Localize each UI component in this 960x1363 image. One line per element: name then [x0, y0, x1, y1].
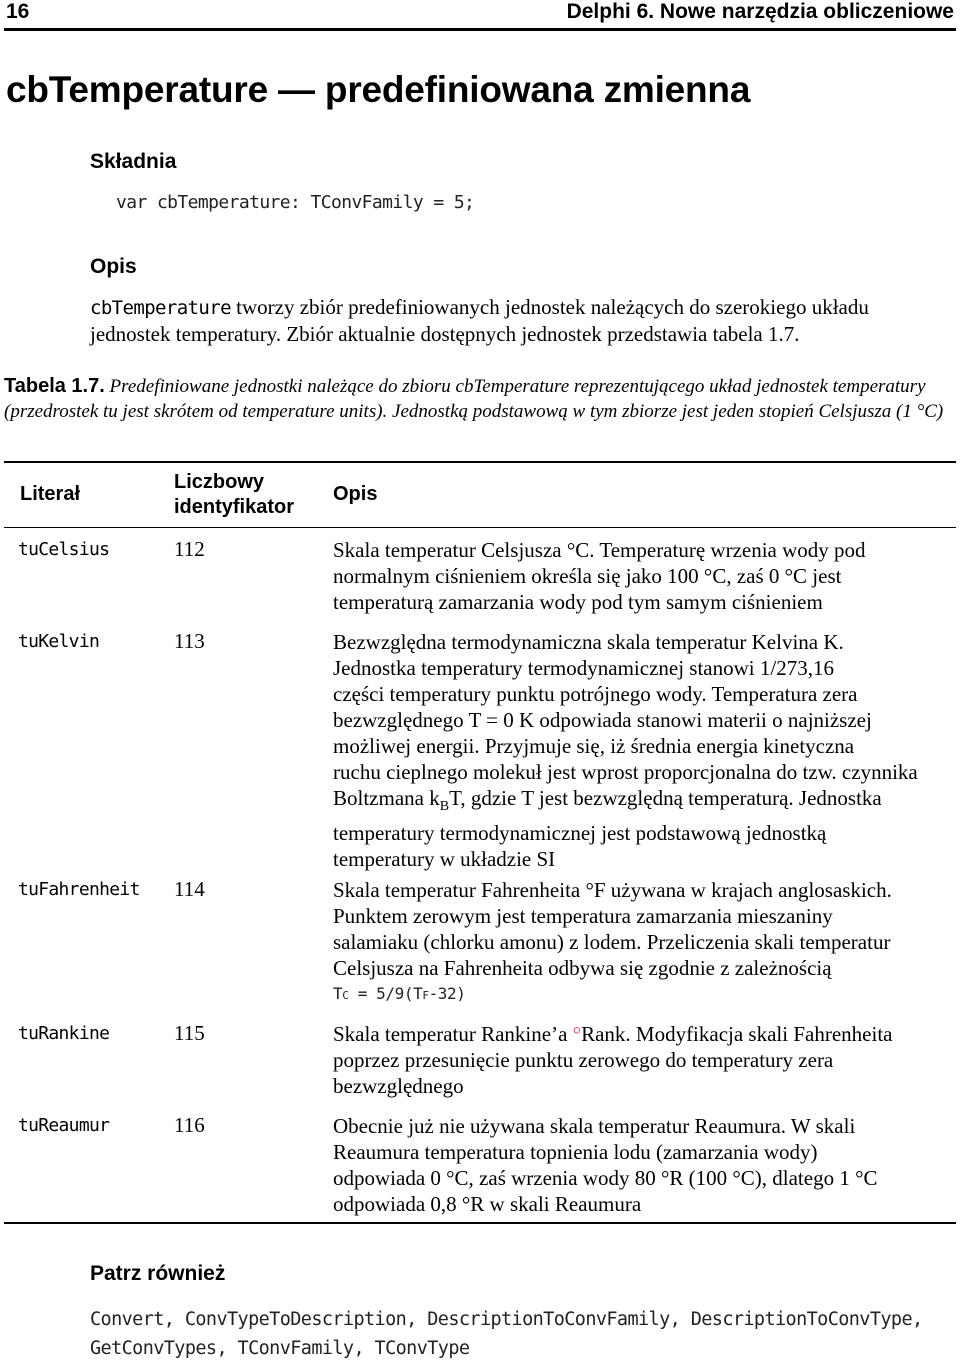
table-bottom-rule — [4, 1222, 956, 1224]
row-identifier: 115 — [174, 1021, 205, 1045]
row-description — [333, 877, 953, 1009]
formula-subscript: C — [342, 989, 349, 1002]
see-also-link[interactable]: GetConvTypes — [90, 1338, 217, 1359]
rankine-text-pre: Skala temperatur Rankine’a — [333, 1022, 573, 1046]
row-description-line: ruchu cieplnego molekuł jest wprost proporcjonalna do tzw. czynnika — [333, 760, 918, 784]
degree-mark: ° — [572, 1022, 582, 1046]
boltzmann-text-pre: Boltzmana k — [333, 786, 440, 810]
row-description-line: poprzez przesunięcie punktu zerowego do temperatury zera — [333, 1048, 834, 1072]
row-description-line: Skala temperatur Fahrenheita °F używana w krajach anglosaskich. — [333, 878, 892, 902]
row-description-line: możliwej energii. Przyjmuje się, iż średnia energia kinetyczna — [333, 734, 855, 758]
row-description-line: Celsjusza na Fahrenheita odbywa się zgodnie z zależnością — [333, 956, 832, 980]
see-also-line: Convert, ConvTypeToDescription, DescriptionToConvFamily, DescriptionToConvType, — [90, 1309, 923, 1330]
row-description-line: Punktem zerowym jest temperatura zamarzania mieszaniny — [333, 904, 833, 928]
row-description-line: Reaumura temperatura topnienia lodu (zamarzania wody) — [333, 1140, 818, 1164]
column-header-identifier-line-2: identyfikator — [174, 496, 295, 518]
row-description-line — [333, 1021, 953, 1047]
row-identifier: 113 — [174, 629, 205, 653]
see-also-link[interactable]: TConvFamily — [237, 1338, 354, 1359]
row-description-line: bezwzględnego — [333, 1074, 464, 1098]
description-line-1-text: tworzy zbiór predefiniowanych jednostek należących do szerokiego układu — [230, 295, 869, 319]
formula-part: = 5/9(T — [348, 984, 423, 1003]
column-header-identifier-line-1: Liczbowy — [174, 471, 265, 493]
boltzmann-text-post: T, gdzie T jest bezwzględną temperaturą. Jednostka — [449, 786, 882, 810]
table-caption — [4, 374, 954, 424]
row-description-line: normalnym ciśnieniem określa się jako 100 °C, zaś 0 °C jest — [333, 564, 842, 588]
table-caption-text: Predefiniowane jednostki należące do zbioru cbTemperature reprezentującego układ jednostek temperatury (przedrostek tu jest skrótem od temperature units). Jednostką podstawową w tym zbiorze jest jeden stopień Celsjusza (1 °C) — [4, 376, 944, 422]
row-description-line: Obecnie już nie używana skala temperatur Reaumura. W skali — [333, 1114, 856, 1138]
see-also-link[interactable]: ConvTypeToDescription — [184, 1309, 407, 1330]
syntax-heading: Składnia — [90, 150, 177, 173]
row-description-line: temperatury termodynamicznej jest podstawową jednostką — [333, 821, 827, 846]
conversion-formula — [333, 981, 953, 1009]
description-line-2: jednostek temperatury. Zbiór aktualnie dostępnych jednostek przedstawia tabela 1.7. — [90, 322, 800, 346]
syntax-code: var cbTemperature: TConvFamily = 5; — [116, 192, 475, 213]
description-paragraph — [90, 294, 958, 347]
boltzmann-subscript: B — [439, 799, 450, 815]
row-description — [333, 629, 953, 872]
row-literal: tuCelsius — [18, 539, 110, 560]
see-also-list — [90, 1305, 958, 1363]
row-identifier: 116 — [174, 1113, 205, 1137]
formula-part: T — [333, 984, 343, 1003]
page-number: 16 — [6, 0, 30, 23]
row-literal: tuKelvin — [18, 631, 100, 652]
header-rule — [4, 28, 956, 31]
row-description-line: bezwzględnego T = 0 K odpowiada stanowi materii o najniższej — [333, 708, 872, 732]
formula-part: -32) — [428, 984, 466, 1003]
row-literal: tuRankine — [18, 1023, 110, 1044]
table-top-rule — [4, 461, 956, 463]
rankine-text-post: Rank. Modyfikacja skali Fahrenheita — [581, 1022, 893, 1046]
row-identifier: 114 — [174, 877, 205, 901]
row-description-line: Bezwzględna termodynamiczna skala temperatur Kelvina K. — [333, 630, 844, 654]
running-header — [4, 0, 956, 28]
see-also-link[interactable]: DescriptionToConvFamily — [427, 1309, 670, 1330]
row-description-line: odpowiada 0,8 °R w skali Reaumura — [333, 1192, 642, 1216]
row-literal: tuReaumur — [18, 1115, 110, 1136]
table-caption-label: Tabela 1.7. — [4, 375, 105, 397]
see-also-link[interactable]: Convert — [90, 1309, 164, 1330]
book-title: Delphi 6. Nowe narzędzia obliczeniowe — [566, 0, 954, 23]
row-literal: tuFahrenheit — [18, 879, 140, 900]
table-header-rule — [4, 527, 956, 528]
row-description-line: Jednostka temperatury termodynamicznej stanowi 1/273,16 — [333, 656, 834, 680]
row-description-line: części temperatury punktu potrójnego wody. Temperatura zera — [333, 682, 858, 706]
column-header-description: Opis — [333, 483, 378, 505]
see-also-heading: Patrz również — [90, 1262, 226, 1285]
row-description-line: temperaturą zamarzania wody pod tym samym ciśnieniem — [333, 590, 823, 614]
row-description-line: temperatury w układzie SI — [333, 847, 556, 872]
row-description-line: Skala temperatur Celsjusza °C. Temperaturę wrzenia wody pod — [333, 538, 866, 562]
row-description — [333, 537, 953, 615]
formula-subscript: F — [422, 989, 429, 1002]
description-heading: Opis — [90, 255, 137, 278]
see-also-link[interactable]: TConvType — [374, 1338, 470, 1359]
section-title: cbTemperature — predefiniowana zmienna — [6, 69, 751, 110]
see-also-line: GetConvTypes, TConvFamily, TConvType — [90, 1338, 470, 1359]
description-line-1 — [90, 294, 958, 321]
row-description-line-boltzmann — [333, 785, 953, 820]
column-header-literal: Literał — [20, 483, 81, 505]
see-also-link[interactable]: DescriptionToConvType — [690, 1309, 913, 1330]
row-description — [333, 1021, 953, 1099]
row-description-line: salamiaku (chlorku amonu) z lodem. Przeliczenia skali temperatur — [333, 930, 891, 954]
column-header-identifier — [174, 470, 294, 520]
row-description-line: odpowiada 0 °C, zaś wrzenia wody 80 °R (100 °C), dlatego 1 °C — [333, 1166, 878, 1190]
code-term: cbTemperature — [90, 297, 231, 319]
row-description — [333, 1113, 953, 1217]
row-identifier: 112 — [174, 537, 205, 561]
